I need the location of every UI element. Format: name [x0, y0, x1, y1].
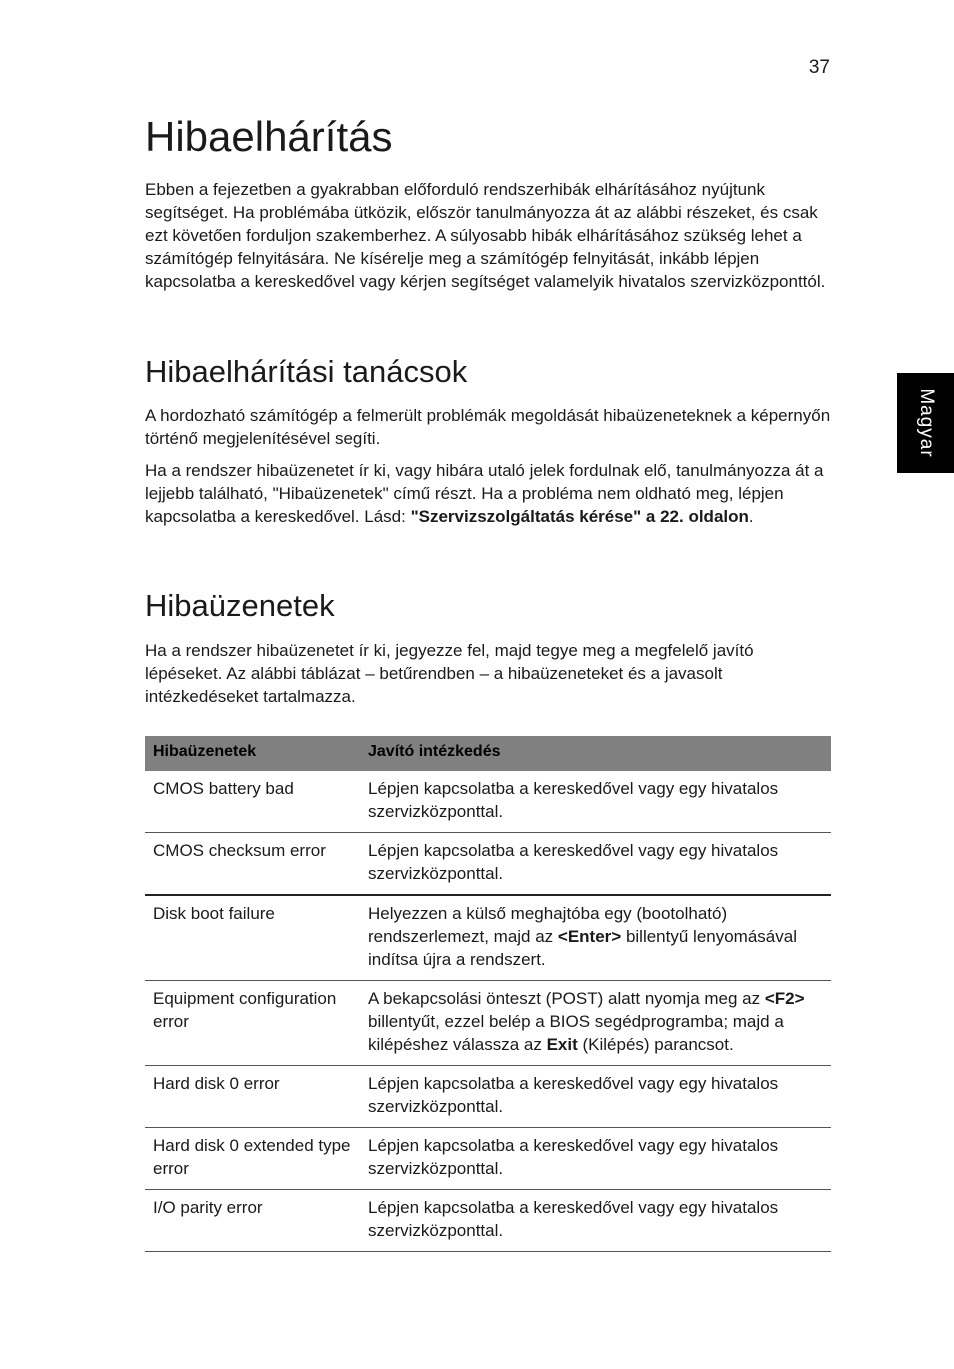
table-row — [145, 1190, 831, 1252]
messages-heading: Hibaüzenetek — [145, 588, 335, 623]
action-cell: Lépjen kapcsolatba a kereskedővel vagy egy hivatalos szervizközponttal. — [360, 1128, 831, 1190]
action-text: billentyűt, ezzel belép a BIOS segédprogramba; majd a kilépéshez válassza az — [368, 1012, 784, 1054]
menu-option-name: Exit — [546, 1035, 578, 1054]
error-message-cell: CMOS checksum error — [145, 833, 360, 896]
error-message-cell: CMOS battery bad — [145, 771, 360, 833]
error-message-cell: Hard disk 0 extended type error — [145, 1128, 360, 1190]
action-cell — [360, 895, 831, 981]
page-number: 37 — [808, 57, 830, 78]
page-title: Hibaelhárítás — [145, 113, 393, 160]
table-row — [145, 1066, 831, 1128]
tips-paragraph-1: A hordozható számítógép a felmerült problémák megoldását hibaüzeneteknek a képernyőn történő megjelenítésével segíti. — [145, 406, 831, 448]
service-reference: "Szervizszolgáltatás kérése" a 22. oldalon — [410, 507, 749, 526]
action-text: billentyű lenyomásával indítsa újra a rendszert. — [368, 927, 797, 969]
table-row — [145, 833, 831, 896]
action-cell: Lépjen kapcsolatba a kereskedővel vagy egy hivatalos szervizközponttal. — [360, 771, 831, 833]
error-message-cell: Equipment configuration error — [145, 981, 360, 1066]
table-header-row — [145, 736, 831, 771]
side-tab-label: Magyar — [915, 388, 937, 458]
action-text: (Kilépés) parancsot. — [577, 1035, 734, 1054]
language-side-tab — [897, 373, 954, 473]
error-message-cell: I/O parity error — [145, 1190, 360, 1252]
key-name: <F2> — [764, 989, 805, 1008]
error-message-cell: Disk boot failure — [145, 895, 360, 981]
tips-paragraph-2-end: . — [748, 507, 754, 526]
action-text: A bekapcsolási önteszt (POST) alatt nyomja meg az — [368, 989, 765, 1008]
table-row — [145, 1128, 831, 1190]
action-text: Helyezzen a külső meghajtóba egy (bootolható) rendszerlemezt, majd az — [368, 904, 728, 946]
column-header-action: Javító intézkedés — [360, 736, 831, 771]
key-name: <Enter> — [557, 927, 622, 946]
action-cell: Lépjen kapcsolatba a kereskedővel vagy egy hivatalos szervizközponttal. — [360, 1190, 831, 1252]
tips-heading: Hibaelhárítási tanácsok — [145, 354, 468, 389]
tips-paragraph-2 — [145, 459, 831, 528]
error-message-cell: Hard disk 0 error — [145, 1066, 360, 1128]
error-messages-table — [145, 736, 831, 1252]
messages-paragraph: Ha a rendszer hibaüzenetet ír ki, jegyezze fel, majd tegye meg a megfelelő javító lépéseket. Az alábbi táblázat – betűrendben – a hibaüzeneteket és a javasolt intézkedéseket tartalmazza. — [145, 641, 754, 706]
table-row — [145, 771, 831, 833]
action-cell: Lépjen kapcsolatba a kereskedővel vagy egy hivatalos szervizközponttal. — [360, 1066, 831, 1128]
table-row — [145, 895, 831, 981]
action-cell: Lépjen kapcsolatba a kereskedővel vagy egy hivatalos szervizközponttal. — [360, 833, 831, 896]
tips-paragraph-2-text: Ha a rendszer hibaüzenetet ír ki, vagy hibára utaló jelek fordulnak elő, tanulmányozza át a lejjebb található, "Hibaüzenetek" című részt. Ha a probléma nem oldható meg, lépjen kapcsolatba a kereskedővel. Lásd: — [145, 461, 824, 526]
intro-paragraph: Ebben a fejezetben a gyakrabban előforduló rendszerhibák elhárításához nyújtunk segítséget. Ha problémába ütközik, először tanulmányozza át az alábbi részeket, és csak ezt követően forduljon szakemberhez. A súlyosabb hibák elhárításához szükség lehet a számítógép felnyitására. Ne kísérelje meg a számítógép felnyitását, inkább lépjen kapcsolatba a kereskedővel vagy kérjen segítséget valamelyik hivatalos szervizközponttól. — [145, 180, 826, 291]
table-row — [145, 981, 831, 1066]
column-header-message: Hibaüzenetek — [145, 736, 360, 771]
action-cell — [360, 981, 831, 1066]
